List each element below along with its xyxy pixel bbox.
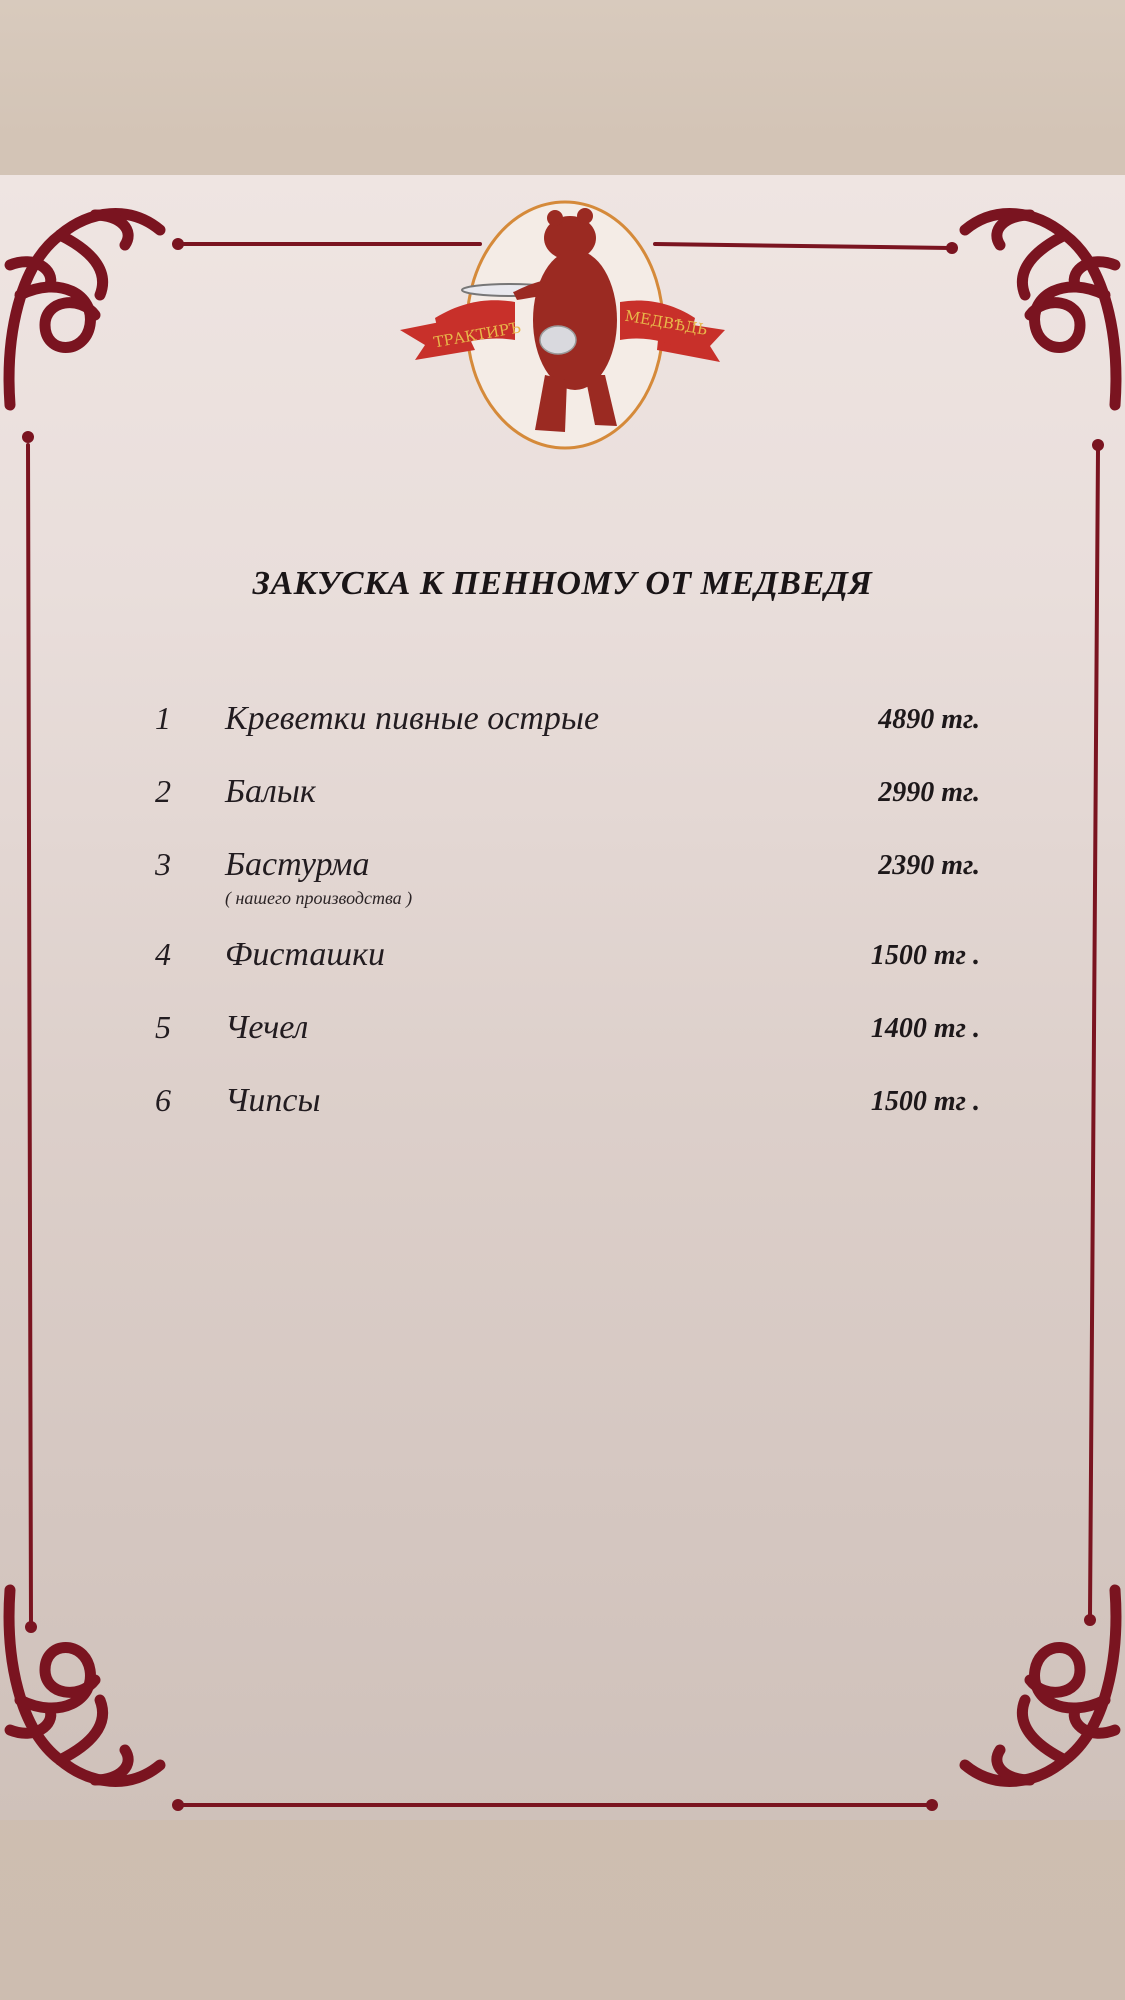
item-price: 2390 тг. xyxy=(878,850,980,881)
menu-item xyxy=(150,1082,980,1155)
item-number: 2 xyxy=(155,773,171,809)
menu-item xyxy=(150,1009,980,1082)
item-price: 4890 тг. xyxy=(878,704,980,735)
menu-item xyxy=(150,700,980,773)
item-name: Балык xyxy=(225,773,316,810)
item-name: Чечел xyxy=(225,1009,309,1046)
item-price: 1500 тг . xyxy=(870,940,980,971)
item-number: 5 xyxy=(155,1009,171,1045)
menu-section-title: ЗАКУСКА К ПЕННОМУ ОТ МЕДВЕДЯ xyxy=(252,565,873,602)
item-name: Бастурма xyxy=(225,846,370,883)
item-name: Креветки пивные острые xyxy=(225,700,600,737)
item-name: Фисташки xyxy=(225,936,385,973)
menu-item xyxy=(150,936,980,1009)
item-price: 1500 тг . xyxy=(870,1086,980,1117)
item-number: 4 xyxy=(155,936,171,972)
item-price: 1400 тг . xyxy=(870,1013,980,1044)
item-name: Чипсы xyxy=(225,1082,321,1119)
menu-item xyxy=(150,773,980,846)
item-number: 3 xyxy=(155,846,171,882)
item-number: 6 xyxy=(155,1082,171,1118)
menu-page xyxy=(0,175,1125,1820)
logo-text-left: ТРАКТИРЪ xyxy=(432,318,523,352)
menu-item xyxy=(150,846,980,936)
item-price: 2990 тг. xyxy=(878,777,980,808)
restaurant-logo xyxy=(395,200,740,465)
item-number: 1 xyxy=(155,700,171,736)
menu-list xyxy=(150,700,980,1155)
item-note: ( нашего производства ) xyxy=(225,888,413,908)
logo-text-right: МЕДВѢДЬ xyxy=(623,306,709,339)
